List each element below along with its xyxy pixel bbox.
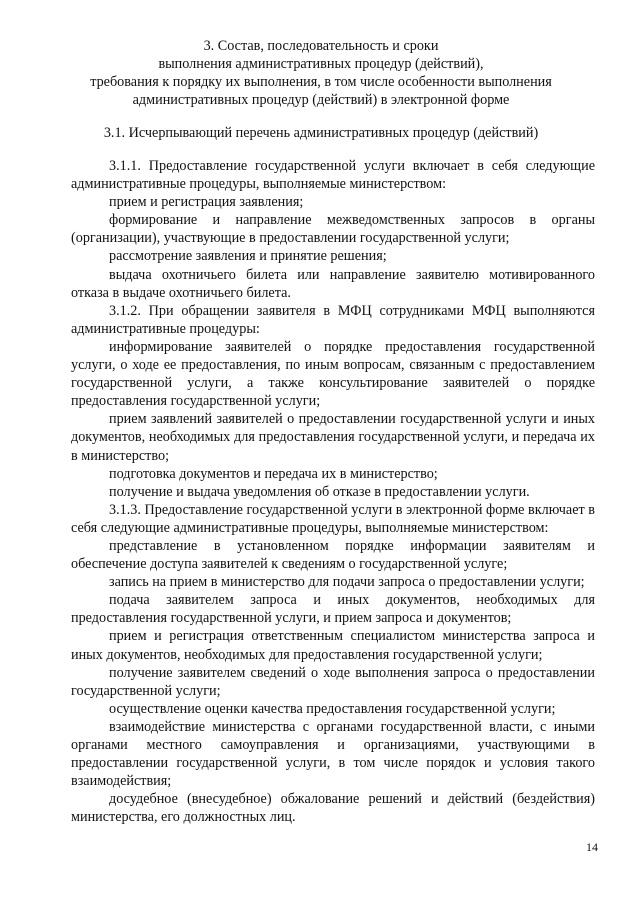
paragraph: получение заявителем сведений о ходе выполнения запроса о предоставлении государственной услуги; [71,664,595,699]
paragraph: досудебное (внесудебное) обжалование решений и действий (бездействия) министерства, его должностных лиц. [71,791,595,826]
heading-line: 3. Состав, последовательность и сроки [203,38,439,54]
paragraph: формирование и направление межведомственных запросов в органы (организации), участвующие в предоставлении государственной услуги; [71,212,595,247]
heading-line: выполнения административных процедур (действий), [158,56,484,73]
paragraph: выдача охотничьего билета или направление заявителю мотивированного отказа в выдаче охотничьего билета. [71,266,595,301]
paragraph: 3.1.3. Предоставление государственной услуги в электронной форме включает в себя следующие административные процедуры, выполняемые министерством: [71,501,595,536]
paragraph: подготовка документов и передача их в министерство; [109,465,438,482]
paragraph: взаимодействие министерства с органами государственной власти, с иными органами местного самоуправления и организациями, участвующими в предоставлении государственной услуги, в том числе порядок и условия такого взаимодействия; [71,718,595,790]
paragraph: подача заявителем запроса и иных документов, необходимых для предоставления государственной услуги, и прием запроса и документов; [71,592,595,627]
heading-line: административных процедур (действий) в электронной форме [132,92,510,109]
paragraph: представление в установленном порядке информации заявителям и обеспечение доступа заявителей к сведениям о государственной услуге; [71,537,595,573]
paragraph: осуществление оценки качества предоставления государственной услуги; [109,700,556,717]
paragraph: 3.1.1. Предоставление государственной услуги включает в себя следующие административные процедуры, выполняемые министерством: [71,158,595,193]
paragraph: прием заявлений заявителей о предоставлении государственной услуги и иных документов, необходимых для предоставления государственной услуги, и передача их в министерство; [71,411,595,464]
paragraph: получение и выдача уведомления об отказе в предоставлении услуги. [109,483,530,500]
section-heading [60,37,582,109]
paragraph: прием и регистрация ответственным специалистом министерства запроса и иных документов, необходимых для предоставления государственной услуги; [71,628,595,663]
page-number: 14 [586,840,598,854]
subsection-heading: 3.1. Исчерпывающий перечень административных процедур (действий) [103,125,539,141]
paragraph: 3.1.2. При обращении заявителя в МФЦ сотрудниками МФЦ выполняются административные процедуры: [71,302,595,337]
paragraph: рассмотрение заявления и принятие решения; [109,248,387,265]
body-text [71,157,595,826]
heading-line: требования к порядку их выполнения, в том числе особенности выполнения [90,74,552,91]
paragraph: прием и регистрация заявления; [109,194,304,211]
paragraph: информирование заявителей о порядке предоставления государственной услуги, о ходе ее предоставления, по иным вопросам, связанным с предоставлением государственной услуги, а также консультирование заявителей о порядке предоставления государственной услуги; [71,338,595,410]
paragraph: запись на прием в министерство для подачи запроса о предоставлении услуги; [109,574,585,591]
